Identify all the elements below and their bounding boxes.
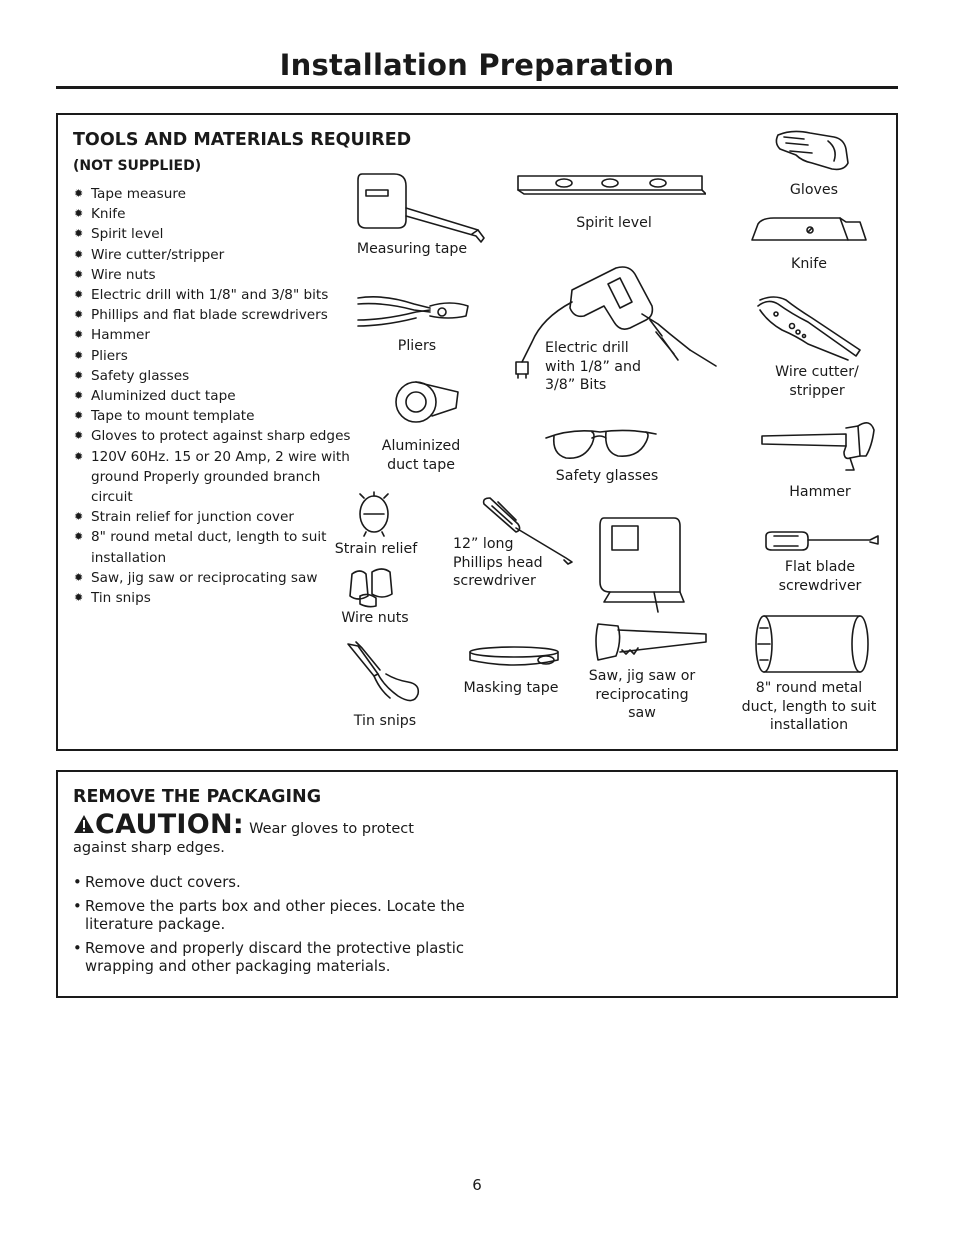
spirit-level-label: Spirit level [576,215,652,231]
tool-item: ✹ Spirit level [74,224,364,244]
duct-tape-icon [392,378,462,428]
wire-nuts-icon [346,566,398,608]
tools-subheading: (NOT SUPPLIED) [73,158,202,174]
tool-item: ✹ Safety glasses [74,366,364,386]
masking-tape-label: Masking tape [463,680,559,696]
tool-item: ✹ Strain relief for junction cover [74,507,364,527]
knife-icon [748,212,870,246]
hammer-label: Hammer [789,484,851,500]
safety-glasses-label: Safety glasses [555,468,659,484]
gloves-label: Gloves [789,182,839,198]
duct-tape-label: Aluminized duct tape [381,438,461,473]
tool-item: ✹ Pliers [74,346,364,366]
caution-label: CAUTION: [95,809,245,840]
tool-item: ✹ Hammer [74,325,364,345]
tin-snips-icon [344,640,424,708]
tin-snips-label: Tin snips [353,713,417,729]
page-title: Installation Preparation [279,48,675,82]
safety-glasses-icon [542,424,660,464]
wire-nuts-label: Wire nuts [341,610,409,626]
tool-item: ✹ Tape to mount template [74,406,364,426]
page-number: 6 [472,1176,482,1194]
tool-item: ✹ Phillips and flat blade screwdrivers [74,305,364,325]
measuring-tape-icon [350,168,492,244]
pliers-label: Pliers [397,338,437,354]
phillips-screwdriver-label: 12” long Phillips head screwdriver [453,536,543,589]
tool-item: ✹ Knife [74,204,364,224]
packaging-steps [73,874,473,982]
wire-cutter-label: Wire cutter/ stripper [775,364,859,399]
measuring-tape-label: Measuring tape [356,241,468,257]
title-divider [56,86,898,89]
tool-item: ✹ Electric drill with 1/8" and 3/8" bits [74,285,364,305]
hand-saw-icon [592,620,710,664]
wire-cutter-icon [752,296,864,362]
round-duct-icon [752,612,872,676]
round-duct-label: 8" round metal duct, length to suit installation [741,680,877,733]
caution-block [73,809,453,857]
tool-item: ✹ Wire nuts [74,265,364,285]
tool-item: ✹ 8" round metal duct, length to suit installation [74,527,364,567]
tools-heading: TOOLS AND MATERIALS REQUIRED [73,130,412,150]
caution-text: Wear gloves to protect against sharp edges. [73,821,414,856]
strain-relief-icon [354,490,394,538]
packaging-heading: REMOVE THE PACKAGING [73,787,322,807]
tool-item: ✹ Aluminized duct tape [74,386,364,406]
packaging-step: • Remove the parts box and other pieces. Locate the literature package. [73,898,473,935]
saw-label: Saw, jig saw or reciprocating saw [588,668,696,721]
tools-list [74,184,364,608]
warning-icon [73,814,95,834]
strain-relief-label: Strain relief [334,541,418,557]
tool-item: ✹ Saw, jig saw or reciprocating saw [74,568,364,588]
tool-item: ✹ Wire cutter/stripper [74,245,364,265]
jig-saw-icon [594,512,686,614]
electric-drill-label: Electric drill with 1/8” and 3/8” Bits [545,340,641,393]
tool-item: ✹ Tape measure [74,184,364,204]
masking-tape-icon [466,644,562,670]
tool-item: ✹ Gloves to protect against sharp edges [74,426,364,446]
knife-label: Knife [791,256,827,272]
flat-blade-screwdriver-label: Flat blade screwdriver [778,559,862,594]
tool-item: ✹ Tin snips [74,588,364,608]
pliers-icon [354,290,474,330]
packaging-step: • Remove and properly discard the protective plastic wrapping and other packaging materials. [73,940,473,977]
gloves-icon [772,127,854,173]
spirit-level-icon [514,172,706,196]
hammer-icon [758,416,876,474]
packaging-step: • Remove duct covers. [73,874,473,893]
flat-blade-screwdriver-icon [762,530,880,552]
tool-item: ✹ 120V 60Hz. 15 or 20 Amp, 2 wire with ground Properly grounded branch circuit [74,447,364,508]
